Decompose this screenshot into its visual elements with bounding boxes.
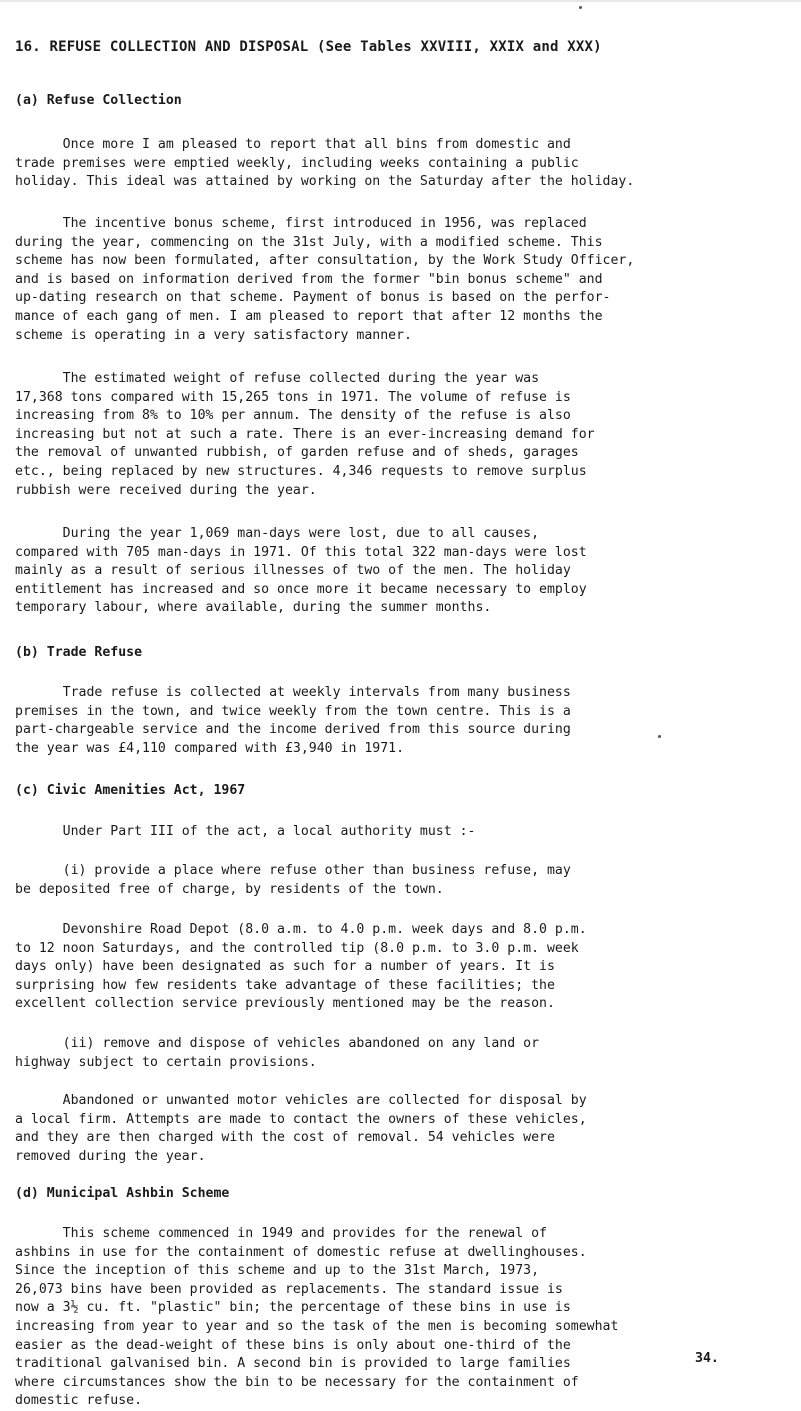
text-line: During the year 1,069 man-days were lost, due to all causes, bbox=[15, 526, 540, 541]
paragraph-a2 bbox=[15, 215, 785, 345]
text-line: part-chargeable service and the income derived from this source during bbox=[15, 722, 571, 738]
scan-speck bbox=[579, 6, 582, 9]
paragraph-c1 bbox=[15, 823, 785, 842]
text-line: ashbins in use for the containment of domestic refuse at dwellinghouses. bbox=[15, 1244, 587, 1260]
text-line: a local firm. Attempts are made to contact the owners of these vehicles, bbox=[15, 1111, 587, 1127]
text-line: Under Part III of the act, a local authority must :- bbox=[15, 824, 476, 839]
text-line: The estimated weight of refuse collected during the year was bbox=[15, 371, 540, 386]
paragraph-c5 bbox=[15, 1092, 785, 1166]
text-line: where circumstances show the bin to be necessary for the containment of bbox=[15, 1374, 579, 1390]
text-line: (i) provide a place where refuse other than business refuse, may bbox=[15, 863, 571, 878]
subsection-title-a: (a) Refuse Collection bbox=[15, 93, 182, 108]
text-line: increasing from 8% to 10% per annum. The density of the refuse is also bbox=[15, 408, 571, 424]
text-line: surprising how few residents take advantage of these facilities; the bbox=[15, 977, 555, 993]
text-line: Trade refuse is collected at weekly intervals from many business bbox=[15, 685, 571, 700]
text-line: temporary labour, where available, during the summer months. bbox=[15, 600, 492, 616]
subsection-title-d: (d) Municipal Ashbin Scheme bbox=[15, 1186, 230, 1201]
text-line: Since the inception of this scheme and up to the 31st March, 1973, bbox=[15, 1263, 540, 1279]
paragraph-a4 bbox=[15, 525, 785, 618]
text-line: and they are then charged with the cost of removal. 54 vehicles were bbox=[15, 1130, 555, 1146]
section-heading: 16. REFUSE COLLECTION AND DISPOSAL (See Tables XXVIII, XXIX and XXX) bbox=[15, 39, 602, 55]
text-line: removed during the year. bbox=[15, 1148, 206, 1164]
paragraph-c2 bbox=[15, 862, 785, 899]
text-line: Devonshire Road Depot (8.0 a.m. to 4.0 p.m. week days and 8.0 p.m. bbox=[15, 922, 587, 937]
scan-edge bbox=[0, 0, 801, 2]
paragraph-b1 bbox=[15, 684, 785, 758]
text-line: domestic refuse. bbox=[15, 1393, 143, 1409]
text-line: and is based on information derived from the former "bin bonus scheme" and bbox=[15, 271, 603, 287]
paragraph-a1 bbox=[15, 136, 785, 192]
text-line: scheme has now been formulated, after consultation, by the Work Study Officer, bbox=[15, 253, 635, 269]
paragraph-d1 bbox=[15, 1225, 785, 1411]
text-line: compared with 705 man-days in 1971. Of this total 322 man-days were lost bbox=[15, 544, 587, 560]
paragraph-c3 bbox=[15, 921, 785, 1014]
text-line: trade premises were emptied weekly, including weeks containing a public bbox=[15, 155, 579, 171]
text-line: 26,073 bins have been provided as replacements. The standard issue is bbox=[15, 1281, 563, 1297]
text-line: the year was £4,110 compared with £3,940 in 1971. bbox=[15, 740, 405, 756]
text-line: to 12 noon Saturdays, and the controlled tip (8.0 p.m. to 3.0 p.m. week bbox=[15, 940, 579, 956]
text-line: the removal of unwanted rubbish, of garden refuse and of sheds, garages bbox=[15, 445, 579, 461]
page-number: 34. bbox=[695, 1351, 719, 1366]
text-line: The incentive bonus scheme, first introduced in 1956, was replaced bbox=[15, 216, 587, 231]
text-line: mainly as a result of serious illnesses of two of the men. The holiday bbox=[15, 563, 571, 579]
text-line: during the year, commencing on the 31st July, with a modified scheme. This bbox=[15, 234, 603, 250]
subsection-title-c: (c) Civic Amenities Act, 1967 bbox=[15, 783, 246, 798]
subsection-title-b: (b) Trade Refuse bbox=[15, 645, 143, 660]
text-line: rubbish were received during the year. bbox=[15, 482, 317, 498]
text-line: be deposited free of charge, by residents of the town. bbox=[15, 881, 444, 897]
text-line: mance of each gang of men. I am pleased to report that after 12 months the bbox=[15, 308, 603, 324]
text-line: highway subject to certain provisions. bbox=[15, 1054, 317, 1070]
text-line: Abandoned or unwanted motor vehicles are collected for disposal by bbox=[15, 1093, 587, 1108]
text-line: entitlement has increased and so once more it became necessary to employ bbox=[15, 581, 587, 597]
text-line: scheme is operating in a very satisfactory manner. bbox=[15, 327, 412, 343]
text-line: This scheme commenced in 1949 and provides for the renewal of bbox=[15, 1226, 547, 1241]
text-line: now a 3½ cu. ft. "plastic" bin; the percentage of these bins in use is bbox=[15, 1300, 571, 1316]
text-line: increasing but not at such a rate. There is an ever-increasing demand for bbox=[15, 426, 595, 442]
text-line: 17,368 tons compared with 15,265 tons in 1971. The volume of refuse is bbox=[15, 389, 571, 405]
paragraph-a3 bbox=[15, 370, 785, 500]
text-line: up-dating research on that scheme. Payment of bonus is based on the perfor- bbox=[15, 290, 611, 306]
text-line: holiday. This ideal was attained by working on the Saturday after the holiday. bbox=[15, 174, 635, 190]
text-line: traditional galvanised bin. A second bin is provided to large families bbox=[15, 1356, 571, 1372]
text-line: days only) have been designated as such for a number of years. It is bbox=[15, 959, 555, 975]
text-line: excellent collection service previously mentioned may be the reason. bbox=[15, 996, 555, 1012]
text-line: increasing from year to year and so the task of the men is becoming somewhat bbox=[15, 1318, 619, 1334]
text-line: premises in the town, and twice weekly from the town centre. This is a bbox=[15, 703, 571, 719]
text-line: easier as the dead-weight of these bins is only about one-third of the bbox=[15, 1337, 571, 1353]
text-line: Once more I am pleased to report that all bins from domestic and bbox=[15, 137, 571, 152]
paragraph-c4 bbox=[15, 1035, 785, 1072]
text-line: etc., being replaced by new structures. 4,346 requests to remove surplus bbox=[15, 463, 587, 479]
text-line: (ii) remove and dispose of vehicles abandoned on any land or bbox=[15, 1036, 540, 1051]
